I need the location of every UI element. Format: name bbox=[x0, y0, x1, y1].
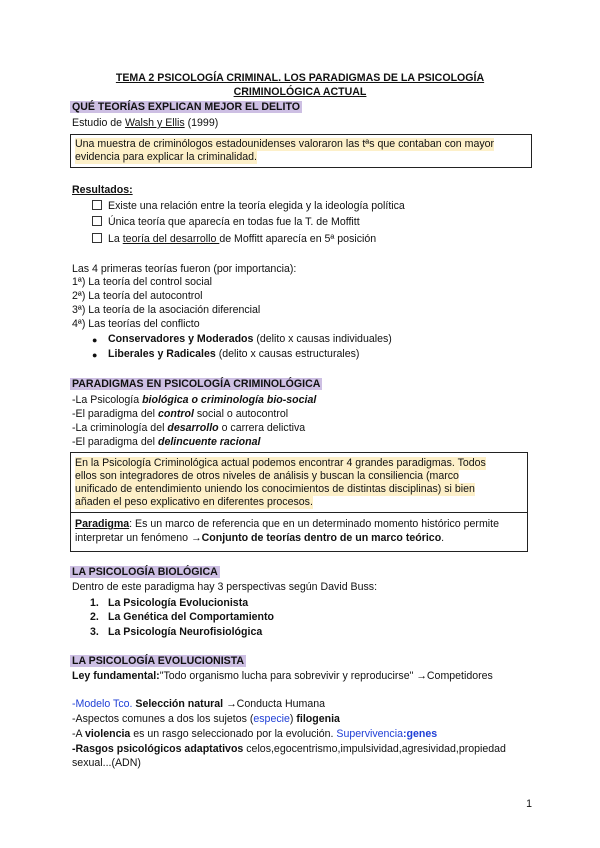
box-divider bbox=[71, 512, 527, 513]
model-line: -Modelo Tco. Selección natural →Conducta Humana bbox=[72, 698, 325, 710]
list-number: 2. bbox=[90, 611, 99, 623]
paradigms-box bbox=[70, 452, 528, 552]
list-item: La Psicología Neurofisiológica bbox=[108, 626, 263, 638]
top4-intro: Las 4 primeras teorías fueron (por importancia): bbox=[72, 263, 297, 275]
checkbox-icon bbox=[92, 233, 102, 243]
checklist-item: Existe una relación entre la teoría elegida y la ideología política bbox=[92, 200, 405, 213]
section-heading: QUÉ TEORÍAS EXPLICAN MEJOR EL DELITO bbox=[72, 101, 300, 113]
paradigms-box-line: En la Psicología Criminológica actual podemos encontrar 4 grandes paradigmas. Todos bbox=[75, 457, 486, 469]
section-heading: LA PSICOLOGÍA BIOLÓGICA bbox=[72, 566, 218, 578]
aspects-line: -Aspectos comunes a dos los sujetos (especie) filogenia bbox=[72, 713, 340, 725]
study-box bbox=[70, 134, 532, 168]
list-item: La Psicología Evolucionista bbox=[108, 597, 249, 609]
paradigms-box-line: ellos son integradores de otros niveles de análisis y buscan la consiliencia (marco bbox=[75, 470, 459, 482]
top4-item: 2ª) La teoría del autocontrol bbox=[72, 290, 203, 302]
top4-item: 4ª) Las teorías del conflicto bbox=[72, 318, 200, 330]
bullet-icon: ● bbox=[92, 335, 98, 345]
paradigm-item: -La criminología del desarrollo o carrera delictiva bbox=[72, 422, 306, 434]
bullet-item: Liberales y Radicales (delito x causas estructurales) bbox=[108, 348, 360, 360]
paradigm-item: -El paradigma del control social o autocontrol bbox=[72, 408, 289, 420]
checklist-item: La teoría del desarrollo de Moffitt aparecía en 5ª posición bbox=[92, 233, 376, 246]
study-line: Estudio de Walsh y Ellis (1999) bbox=[72, 117, 219, 129]
section-heading: PARADIGMAS EN PSICOLOGÍA CRIMINOLÓGICA bbox=[72, 378, 321, 390]
paradigm-item: -La Psicología biológica o criminología bio-social bbox=[72, 394, 317, 406]
study-box-line: evidencia para explicar la criminalidad. bbox=[75, 151, 257, 163]
violence-line: -A violencia es un rasgo seleccionado por la evolución. Supervivencia:genes bbox=[72, 728, 438, 740]
study-box-line: Una muestra de criminólogos estadounidenses valoraron las tªs que contaban con mayor bbox=[75, 138, 495, 150]
document-title-line1: TEMA 2 PSICOLOGÍA CRIMINAL. LOS PARADIGMAS DE LA PSICOLOGÍA bbox=[115, 72, 485, 84]
document-title-line2: CRIMINOLÓGICA ACTUAL bbox=[233, 86, 367, 98]
paradigm-definition: Paradigma: Es un marco de referencia que en un determinado momento histórico permite bbox=[75, 518, 499, 530]
paradigm-item: -El paradigma del delincuente racional bbox=[72, 436, 261, 448]
bullet-icon: ● bbox=[92, 350, 98, 360]
checkbox-icon bbox=[92, 200, 102, 210]
checkbox-icon bbox=[92, 216, 102, 226]
section-intro: Dentro de este paradigma hay 3 perspectivas según David Buss: bbox=[72, 581, 378, 593]
results-label: Resultados: bbox=[72, 184, 133, 196]
checklist-item: Única teoría que aparecía en todas fue la T. de Moffitt bbox=[92, 216, 360, 229]
list-number: 1. bbox=[90, 597, 99, 609]
top4-item: 3ª) La teoría de la asociación diferencial bbox=[72, 304, 261, 316]
traits-line: -Rasgos psicológicos adaptativos celos,egocentrismo,impulsividad,agresividad,propiedad bbox=[72, 743, 506, 755]
list-item: La Genética del Comportamiento bbox=[108, 611, 274, 623]
paradigms-box-line: añaden el peso explicativo en diferentes procesos. bbox=[75, 496, 313, 508]
paradigms-box-line: unificado de entendimiento uniendo los conocimientos de distintas disciplinas) si bien bbox=[75, 483, 475, 495]
section-heading: LA PSICOLOGÍA EVOLUCIONISTA bbox=[72, 655, 245, 667]
fundamental-law: Ley fundamental:"Todo organismo lucha para sobrevivir y reproducirse" →Competidores bbox=[72, 670, 493, 682]
top4-item: 1ª) La teoría del control social bbox=[72, 276, 212, 288]
page-number: 1 bbox=[526, 798, 532, 810]
paradigm-definition: interpretar un fenómeno →Conjunto de teorías dentro de un marco teórico. bbox=[75, 532, 445, 544]
bullet-item: Conservadores y Moderados (delito x causas individuales) bbox=[108, 333, 392, 345]
list-number: 3. bbox=[90, 626, 99, 638]
traits-line-continued: sexual...(ADN) bbox=[72, 757, 141, 769]
